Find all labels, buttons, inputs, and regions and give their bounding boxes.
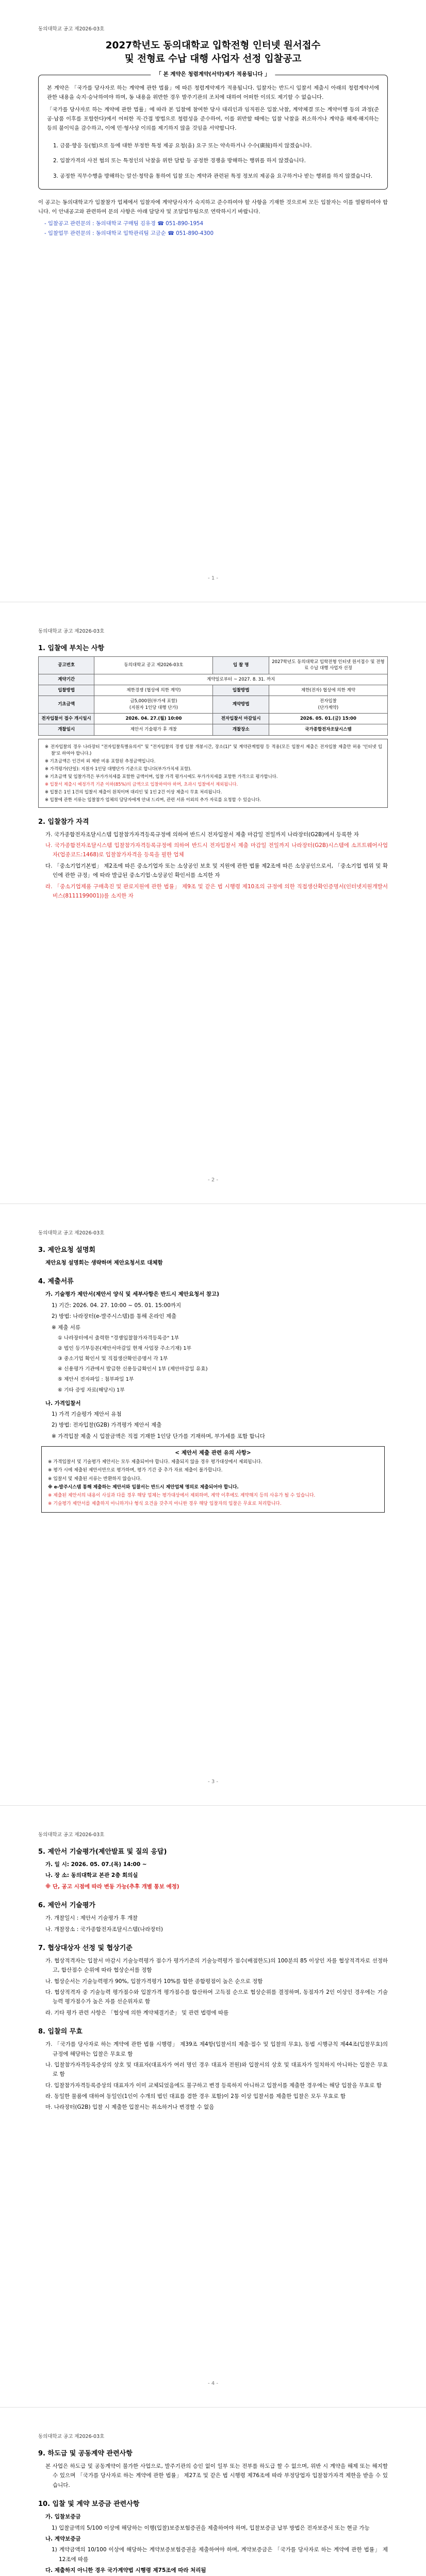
title-line-2: 및 전형료 수납 대행 사업자 선정 입찰공고 — [124, 53, 302, 64]
table-cell: 기초금액 — [39, 696, 94, 714]
notice-header: 동의대학교 공고 제2026-03호 — [38, 26, 105, 32]
integrity-paragraph-1: 본 계약은 「국가를 당사자로 하는 계약에 관한 법률」에 따른 청렴계약제가 적용됩니다. 입찰자는 반드시 입찰서 제출시 아래의 청렴계약서에 관한 내용을 숙지·승낙하여야 하며, 동 내용을 위반한 경우 발주기관의 조치에 대하여 어떠한 이의도 제기할 수 없습니다. — [47, 85, 379, 101]
table-cell: 입 찰 명 — [213, 657, 269, 674]
caution-item: ※ 평가 시에 제출된 제안서만으로 평가하며, 평가 기간 중 추가 자료 제출이 불가합니다. — [48, 1468, 223, 1473]
schedule-note: ※ 가격평가(단일): 지원자 1인당 대행단가 기준으로 합니다(부가가치세 포함). — [45, 766, 192, 771]
section-4-title: 4. 제출서류 — [38, 1278, 74, 1286]
deposit-item: 1) 계약금액의 10/100 이상에 해당하는 계약보증보험증권을 제출하여야 하며, 계약보증금은 「국가를 당사자로 하는 계약에 관한 법률」 제12조에 따름 — [52, 2547, 388, 2563]
schedule-note-warning: ※ 입찰서 제출시 예정가격 기준 이하(85%)의 금액으로 입찰하여야 하며, 초과시 입찰에서 제외됩니다. — [45, 781, 238, 787]
document-page-1 — [0, 0, 426, 602]
section-3-title: 3. 제안요청 설명회 — [38, 1246, 95, 1254]
document-page-4 — [0, 1805, 426, 2407]
negotiation-item: 나. 협상순서는 기술능력평가 90%, 입찰가격평가 10%를 합한 종합평점이 높은 순으로 정함 — [45, 1978, 263, 1985]
presentation-item: 가. 일 시: 2026. 05. 07.(목) 14:00 ~ — [45, 1861, 147, 1868]
submission-doc: ② 법인 등기부등본(제안서마감일 현재 사업장 주소기재) 1부 — [58, 1346, 192, 1352]
deposit-item: 1) 입찰금액의 5/100 이상에 해당하는 이행(입찰)보증보험증권을 제출하여야 하며, 입찰보증금 납부 방법은 전자보증서 또는 현금 가능 — [52, 2524, 370, 2531]
document-page-3 — [0, 1204, 426, 1805]
price-bid-item: 1) 가격 기술평가 제안서 유첨 — [52, 1411, 122, 1418]
invalidity-item: 마. 나라장터(G2B) 입찰 시 제출한 입찰서는 취소하거나 변경할 수 없음 — [45, 2104, 215, 2111]
integrity-item-2: 2. 입찰가격의 사전 협의 또는 특정인의 낙찰을 위한 담합 등 공정한 경쟁을 방해하는 행위를 하지 않겠습니다. — [53, 158, 306, 164]
section-2-title: 2. 입찰참가 자격 — [38, 818, 89, 826]
table-row — [39, 685, 388, 696]
document-page-2 — [0, 602, 426, 1204]
integrity-notice-box — [38, 71, 388, 190]
invalidity-item: 다. 입찰참가자격등록증상의 대표자가 이미 교체되었음에도 불구하고 변경 등록하지 아니하고 입찰서를 제출한 경우에는 해당 입찰을 무효로 함 — [45, 2082, 382, 2089]
invalidity-item: 라. 동일한 물품에 대하여 동일인(1인이 수개의 법인 대표를 겸한 경우 포함)이 2통 이상 입찰서를 제출한 입찰은 모두 무효로 함 — [45, 2093, 346, 2099]
integrity-paragraph-2: 「국가를 당사자로 하는 계약에 관한 법률」에 따라 본 입찰에 참여한 당사 대리인과 임직원은 입찰.낙찰, 계약체결 또는 계약이행 등의 과정(준공·납품 이후를 포함한다)에서 어떠한 직·간접 방법으로 청렴성을 준수하여, 이를 위반할 때에는 입찰 낙찰을 취소하거나 계약을 해제·해지하는 등의 불이익을 감수하고, 이에 민·형사상 이의를 제기하지 않을 것임을 서약합니다. — [47, 106, 379, 132]
contact-admission — [44, 229, 388, 239]
table-cell: 개찰일시 — [39, 724, 94, 735]
section-8-title: 8. 입찰의 무효 — [38, 2028, 83, 2036]
evaluation-item: 나. 개찰장소 : 국가종합전자조달시스템(나라장터) — [45, 1926, 163, 1933]
briefing-text: 제안요청 설명회는 생략하며 제안요청서로 대체함 — [45, 1260, 163, 1266]
schedule-note: ※ 기초금액 및 입찰가격은 부가가치세를 포함한 금액이며, 입찰 가격 평가시에도 부가가치세를 포함한 가격으로 평가합니다. — [45, 773, 278, 779]
title-line-1: 2027학년도 동의대학교 입학전형 인터넷 원서접수 — [105, 40, 321, 51]
page-number: - 1 - — [208, 575, 218, 581]
deposit-item: 다. 제출하지 아니한 경우 국가계약법 시행령 제75조에 따라 처리됨 — [45, 2567, 206, 2573]
presentation-item: 나. 장 소: 동의대학교 본관 2층 회의실 — [45, 1872, 138, 1879]
submission-doc: ① 나라장터에서 출력한 "경쟁입찰참가자격등록증" 1부 — [58, 1335, 179, 1341]
bid-schedule-table — [38, 656, 388, 736]
contact-purchase-text: - 입찰공고 관련문의 : 동의대학교 구매팀 김유경 ☎ 051-890-1954 — [44, 221, 204, 227]
subcontract-text: 본 사업은 하도급 및 공동계약이 불가한 사업으로, 발주기관의 승인 없이 일부 또는 전부를 하도급 할 수 없으며, 위반 시 계약을 해제 또는 해지할 수 있으며 「국가를 당사자로 하는 계약에 관한 법률」 제27조 및 같은 법 시행령 제76조에 따라 부정당업자 입찰참가자격 제한을 받을 수 있습니다. — [45, 2463, 388, 2488]
schedule-note: ※ 기초금액은 인건비 외 제반 비용 포함된 추정금액입니다. — [45, 758, 156, 764]
submission-doc: ⑤ 제안서 전자파일 : 첨부파일 1부 — [58, 1377, 134, 1383]
schedule-note: ※ 전자입찰의 경우 나라장터 "전자입찰특별유의서" 및 "전자입찰의 경쟁 입찰 개봉시간, 장소(1)" 및 계약관계법령 등 적용(모든 입찰서 제출은 전자입찰 제출만 허용 '인터넷 입찰'로 하여야 합니다.) — [45, 743, 382, 756]
caution-item: ※ 가격입찰서 및 기술평가 제안서는 모두 제출되어야 합니다. 제출되지 않을 경우 평가대상에서 제외됩니다. — [48, 1460, 263, 1465]
caution-item: ※ 입찰서 및 제출된 서류는 반환하지 않습니다. — [48, 1476, 142, 1482]
presentation-item-warning: ※ 단, 공고 시점에 따라 변동 가능(추후 개별 통보 예정) — [45, 1883, 179, 1890]
price-bid-item: ※ 가격입찰 제출 시 입찰금액은 직접 기재한 1인당 단가를 기재하며, 부가세를 포함 합니다 — [52, 1433, 265, 1439]
contact-purchase — [44, 219, 388, 229]
evaluation-item: 가. 개찰일시 : 제안서 기술평가 후 개찰 — [45, 1915, 138, 1922]
table-row — [39, 657, 388, 674]
proposal-caution-box — [41, 1446, 385, 1513]
table-cell: 계약일로부터 ~ 2027. 8. 31. 까지 — [94, 674, 388, 685]
integrity-item-1: 1. 금품·향응 등(협)으로 등에 대한 부정한 특정 제공 요청(을) 요구 또는 약속하거나 수수(廣接)하지 않겠습니다. — [53, 142, 312, 149]
caution-item-warning: ※ 제출된 제안서의 내용이 사실과 다를 경우 해당 업체는 평가대상에서 제외하며, 계약 이후에도 계약해지 등의 사유가 될 수 있습니다. — [48, 1493, 316, 1499]
negotiation-item: 가. 협상적격자는 입찰서 마감시 기술능력평가 점수가 평가기준의 기술능력평가 점수(배점한도)의 100분의 85 이상인 자를 협상적격자로 선정하고, 합산점수 순위에 따라 협상순서를 정함 — [45, 1957, 388, 1974]
eligibility-item — [45, 882, 388, 901]
eligibility-item — [45, 841, 388, 860]
eligibility-item-text: 나. 국가종합전자조달시스템 입찰참가자격등록규정에 의하여 반드시 전자입찰서 제출 마감일 전일까지 나라장터(G2B)시스템에 소프트웨어사업자(업종코드:1468)로 입찰참가자격을 등록을 필한 업체 — [45, 842, 388, 858]
price-bid-title: 나. 가격입찰서 — [45, 1400, 81, 1406]
table-cell: 공고번호 — [39, 657, 94, 674]
notice-header: 동의대학교 공고 제2026-03호 — [38, 629, 105, 634]
document-title — [38, 39, 388, 65]
table-cell: 입찰방법 — [39, 685, 94, 696]
notice-header: 동의대학교 공고 제2026-03호 — [38, 1832, 105, 1838]
integrity-badge: 「 본 계약은 청렴계약(서약)제가 적용됩니다 」 — [151, 70, 275, 78]
integrity-item-3: 3. 공정한 직무수행을 방해하는 알선·청탁을 통하여 입찰 또는 계약과 관련된 특정 정보의 제공을 요구하거나 받는 행위를 하지 않겠습니다. — [53, 173, 373, 180]
section-9-title: 9. 하도급 및 공동계약 관련사항 — [38, 2450, 133, 2458]
table-cell: 제안서 기술평가 후 개찰 — [94, 724, 213, 735]
table-cell: 개찰장소 — [213, 724, 269, 735]
table-cell: 2027학년도 동의대학교 입학전형 인터넷 원서접수 및 전형료 수납 대행 사업자 선정 — [269, 657, 387, 674]
submission-doc: ④ 신용평가 기관에서 발급한 신용등급확인서 1부 (제안마감일 유효) — [58, 1366, 208, 1372]
table-cell: 국가종합전자조달시스템 — [269, 724, 387, 735]
eligibility-item-text: 라. 「중소기업제품 구매촉진 및 판로지원에 관한 법률」 제9조 및 같은 법 시행령 제10조의 규정에 의한 직접생산확인증명서(인터넷지원개발서비스(8111199001))를 소지한 자 — [45, 883, 388, 899]
section-7-title: 7. 협상대상자 선정 및 협상기준 — [38, 1944, 133, 1952]
table-cell: 제한(전자) 협상에 의한 계약 — [269, 685, 387, 696]
negotiation-item: 다. 협상적격자 중 기술능력 평가점수와 입찰가격 평가점수를 합산하여 고득점 순으로 협상순위를 결정하며, 동점자가 2인 이상인 경우에는 기술능력 평가점수가 높은 자를 선순위자로 함 — [45, 1989, 388, 2005]
table-cell: 전자입찰 (단가계약) — [269, 696, 387, 714]
table-cell: 동의대학교 공고 제2026-03호 — [94, 657, 213, 674]
table-row — [39, 674, 388, 685]
eligibility-item: 가. 국가종합전자조달시스템 입찰참가자격등록규정에 의하여 반드시 전자입찰서 제출 마감일 전일까지 나라장터(G2B)에서 등록한 자 — [45, 831, 359, 838]
negotiation-item: 라. 기타 평가 관련 사항은 「협상에 의한 계약체결기준」 및 관련 법령에 따름 — [45, 2009, 229, 2016]
section-6-title: 6. 제안서 기술평가 — [38, 1902, 95, 1910]
submission-item: ※ 제출 서류 — [52, 1324, 81, 1331]
schedule-notes-box — [38, 739, 388, 808]
submission-doc: ③ 중소기업 확인서 및 직접생산확인증명서 각 1부 — [58, 1356, 168, 1362]
submission-item: 1) 기간: 2026. 04. 27. 10:00 ~ 05. 01. 15:00까지 — [52, 1302, 182, 1309]
contact-admission-text: - 입찰업무 관련문의 : 동의대학교 입학관리팀 고금순 ☎ 051-890-4300 — [44, 230, 214, 236]
invalidity-item: 가. 「국가를 당사자로 하는 계약에 관한 법률 시행령」 제39조 제4항(입찰서의 제출·접수 및 입찰의 무효), 동법 시행규칙 제44조(입찰무효)의 규정에 해당하는 입찰은 무효로 함 — [45, 2041, 388, 2057]
submission-doc: ⑥ 기타 증빙 자료(해당시) 1부 — [58, 1387, 125, 1393]
submission-item: 가. 기술평가 제안서(제안서 양식 및 세부사항은 반드시 제안요청서 참고) — [45, 1291, 219, 1298]
proposal-caution-title: < 제안서 제출 관련 유의 사항> — [175, 1450, 251, 1456]
section-10-title: 10. 입찰 및 계약 보증금 관련사항 — [38, 2500, 140, 2509]
table-row — [39, 713, 388, 724]
caution-item-warning: ※ 기술평가 제안서를 제출하지 아니하거나 형식 요건을 갖추지 아니한 경우 해당 입찰자의 입찰은 무효로 처리합니다. — [48, 1501, 282, 1507]
caution-item: ※ e-발주시스템 통해 제출하는 제안서와 입찰서는 반드시 제안업체 명의로 제출되어야 합니다. — [48, 1484, 239, 1490]
table-cell: 제한경쟁 (협상에 의한 계약) — [94, 685, 213, 696]
table-cell: 2026. 05. 01.(금) 15:00 — [269, 713, 387, 724]
table-cell: 전자입찰서 마감일시 — [213, 713, 269, 724]
table-cell: 입찰방법 — [213, 685, 269, 696]
table-cell: 계약기간 — [39, 674, 94, 685]
eligibility-item: 다. 「중소기업기본법」 제2조에 따른 중소기업자 또는 소상공인 보호 및 지원에 관한 법률 제2조에 따른 소상공인으로서, 「중소기업 범위 및 확인에 관한 규정」에 따라 발급된 중소기업·소상공인 확인서를 소지한 자 — [45, 862, 388, 879]
section-5-title: 5. 제안서 기술평가(제안발표 및 질의 응답) — [38, 1848, 167, 1856]
table-cell: 2026. 04. 27.(월) 10:00 — [94, 713, 213, 724]
price-bid-item: 2) 방법: 전자입찰(G2B) 가격평가 제안서 제출 — [52, 1422, 162, 1429]
document-page-5 — [0, 2407, 426, 2576]
schedule-note: ※ 입찰은 1인 1건의 입찰서 제출이 원칙이며 대리인 및 1인 2건 이상 제출시 무효 처리됩니다. — [45, 789, 222, 794]
table-cell: 금5,000원(부가세 포함) (지원자 1인당 대행 단가) — [94, 696, 213, 714]
table-cell: 전자입찰서 접수 개시일시 — [39, 713, 94, 724]
table-row — [39, 696, 388, 714]
submission-item: 2) 방법: 나라장터(e-발주시스템)를 통해 온라인 제출 — [52, 1313, 177, 1320]
page-number: - 3 - — [208, 1779, 218, 1785]
deposit-item: 나. 계약보증금 — [45, 2535, 81, 2542]
intro-paragraph: 이 공고는 동의대학교가 입찰참가 업체에서 입찰자에 계약당사자가 숙지하고 준수하여야 할 사항을 기재한 것으로써 모든 입찰자는 이를 열람하여야 합니다. 이 안내공고와 관련하여 문의 사항은 아래 담당자 및 조달업무팀으로 연락하시기 바랍니다. — [38, 199, 388, 215]
page-number: - 2 - — [208, 1177, 218, 1183]
schedule-note: ※ 입찰에 관한 서류는 입찰참가 업체의 담당자에게 안내 드리며, 관련 서류 이외의 추가 자료를 요청할 수 있습니다. — [45, 796, 261, 802]
section-1-title: 1. 입찰에 부치는 사항 — [38, 645, 105, 652]
page-number: - 4 - — [208, 2381, 218, 2386]
invalidity-item: 나. 입찰참가자격등록증상의 상호 및 대표자(대표자가 여러 명인 경우 대표자 전원)와 입찰서의 상호 및 대표자가 일치하지 아니하는 입찰은 무효로 함 — [45, 2061, 388, 2078]
table-cell: 계약방법 — [213, 696, 269, 714]
deposit-item: 가. 입찰보증금 — [45, 2514, 81, 2520]
notice-header: 동의대학교 공고 제2026-03호 — [38, 1230, 105, 1236]
notice-header: 동의대학교 공고 제2026-03호 — [38, 2434, 105, 2439]
table-row — [39, 724, 388, 735]
